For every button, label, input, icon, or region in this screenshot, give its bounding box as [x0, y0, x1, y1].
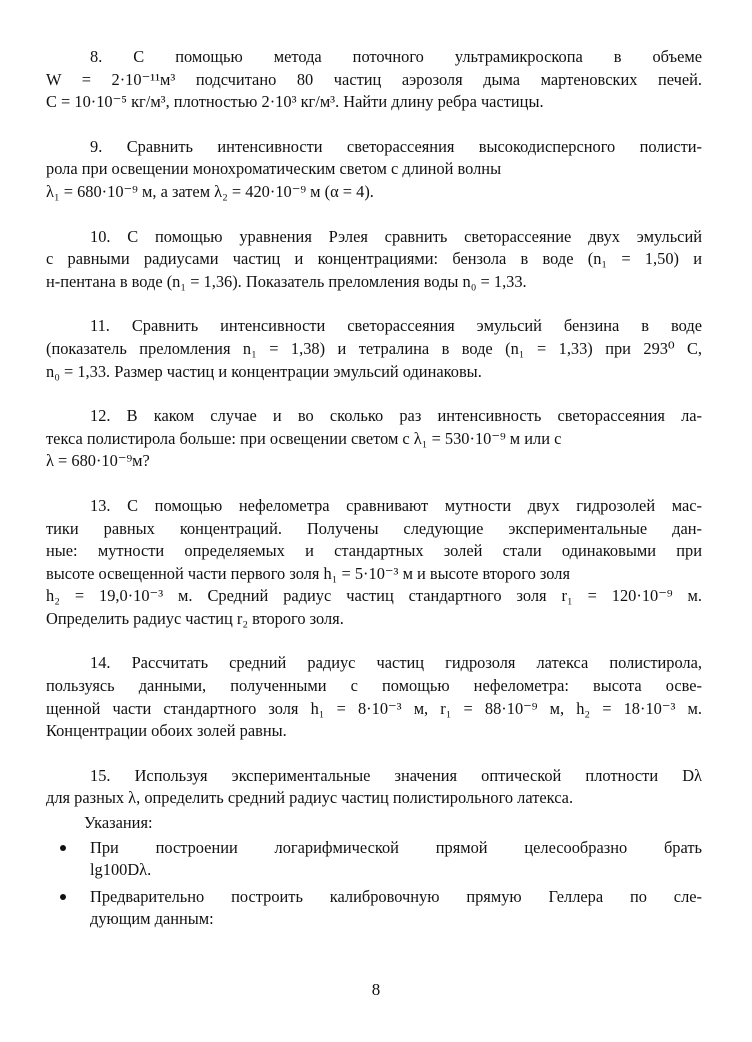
hint-item-1-line-2: lg100Dλ. [90, 860, 152, 880]
problem-11-line-1: 11. Сравнить интенсивности светорассеяния эмульсий бензина в воде [90, 316, 702, 336]
problem-10-line-3: н-пентана в воде (n₁ = 1,36). Показатель преломления воды n₀ = 1,33. [46, 271, 527, 291]
problem-11-line-3: n₀ = 1,33. Размер частиц и концентрации эмульсий одинаковы. [46, 361, 482, 381]
problem-13-line-4: высоте освещенной части первого золя h₁ = 5·10⁻³ м и высоте второго золя [46, 563, 570, 583]
problem-13 [46, 495, 702, 631]
problem-8 [46, 46, 702, 114]
problem-15-line-1: 15. Используя экспериментальные значения оптической плотности Dλ [90, 765, 702, 785]
problem-8-line-3: C = 10·10⁻⁵ кг/м³, плотностью 2·10³ кг/м³. Найти длину ребра частицы. [46, 92, 544, 112]
problem-13-line-1: 13. С помощью нефелометра сравнивают мутности двух гидрозолей мас- [90, 495, 702, 515]
problem-9-line-2: рола при освещении монохроматическим светом с длиной волны [46, 159, 502, 179]
problem-12-line-1: 12. В каком случае и во сколько раз интенсивность светорассеяния ла- [90, 406, 702, 426]
problem-14-line-2: пользуясь данными, полученными с помощью нефелометра: высота осве- [46, 676, 702, 696]
problem-8-line-2: W = 2·10⁻¹¹м³ подсчитано 80 частиц аэрозоля дыма мартеновских печей. [46, 69, 702, 89]
problem-15-line-2: для разных λ, определить средний радиус частиц полистирольного латекса. [46, 788, 574, 808]
problem-14-line-4: Концентрации обоих золей равны. [46, 721, 287, 741]
bullet-dot-icon [60, 845, 66, 851]
problem-12-line-2: текса полистирола больше: при освещении светом с λ₁ = 530·10⁻⁹ м или с [46, 428, 562, 448]
hints-list [46, 837, 702, 931]
problem-11-line-2: (показатель преломления n₁ = 1,38) и тетралина в воде (n₁ = 1,33) при 293⁰ С, [46, 338, 702, 358]
hint-item-2-line-2: дующим данным: [90, 909, 214, 929]
problem-13-line-3: ные: мутности определяемых и стандартных золей стали одинаковыми при [46, 541, 702, 561]
problem-14-line-1: 14. Рассчитать средний радиус частиц гидрозоля латекса полистирола, [90, 653, 702, 673]
hint-item-2-line-1: Предварительно построить калибровочную прямую Геллера по сле- [90, 886, 702, 906]
problem-10 [46, 226, 702, 294]
problem-15 [46, 765, 702, 931]
bullet-dot-icon [60, 894, 66, 900]
problem-13-line-6: Определить радиус частиц r₂ второго золя. [46, 608, 344, 628]
problem-8-line-1: 8. С помощью метода поточного ультрамикроскопа в объеме [90, 47, 702, 66]
page-number: 8 [371, 980, 381, 999]
problem-9 [46, 136, 702, 204]
document-page [46, 46, 702, 935]
problem-11 [46, 315, 702, 383]
hint-item-2 [46, 886, 702, 931]
problem-9-line-1: 9. Сравнить интенсивности светорассеяния высокодисперсного полисти- [90, 136, 702, 156]
problem-14 [46, 652, 702, 742]
hint-item-1 [46, 837, 702, 882]
problem-14-line-3: щенной части стандартного золя h₁ = 8·10⁻³ м, r₁ = 88·10⁻⁹ м, h₂ = 18·10⁻³ м. [46, 698, 702, 718]
problem-12 [46, 405, 702, 473]
hint-item-1-line-1: При построении логарифмической прямой целесообразно брать [90, 837, 702, 857]
problem-9-line-3: λ₁ = 680·10⁻⁹ м, а затем λ₂ = 420·10⁻⁹ м (α = 4). [46, 181, 374, 201]
hints-title: Указания: [84, 813, 153, 833]
problem-10-line-1: 10. С помощью уравнения Рэлея сравнить светорассеяние двух эмульсий [90, 226, 702, 246]
problem-10-line-2: с равными радиусами частиц и концентрациями: бензола в воде (n₁ = 1,50) и [46, 249, 702, 269]
problem-13-line-5: h₂ = 19,0·10⁻³ м. Средний радиус частиц стандартного золя r₁ = 120·10⁻⁹ м. [46, 586, 702, 606]
problem-12-line-3: λ = 680·10⁻⁹м? [46, 451, 150, 471]
problem-13-line-2: тики равных концентраций. Получены следующие экспериментальные дан- [46, 518, 702, 538]
